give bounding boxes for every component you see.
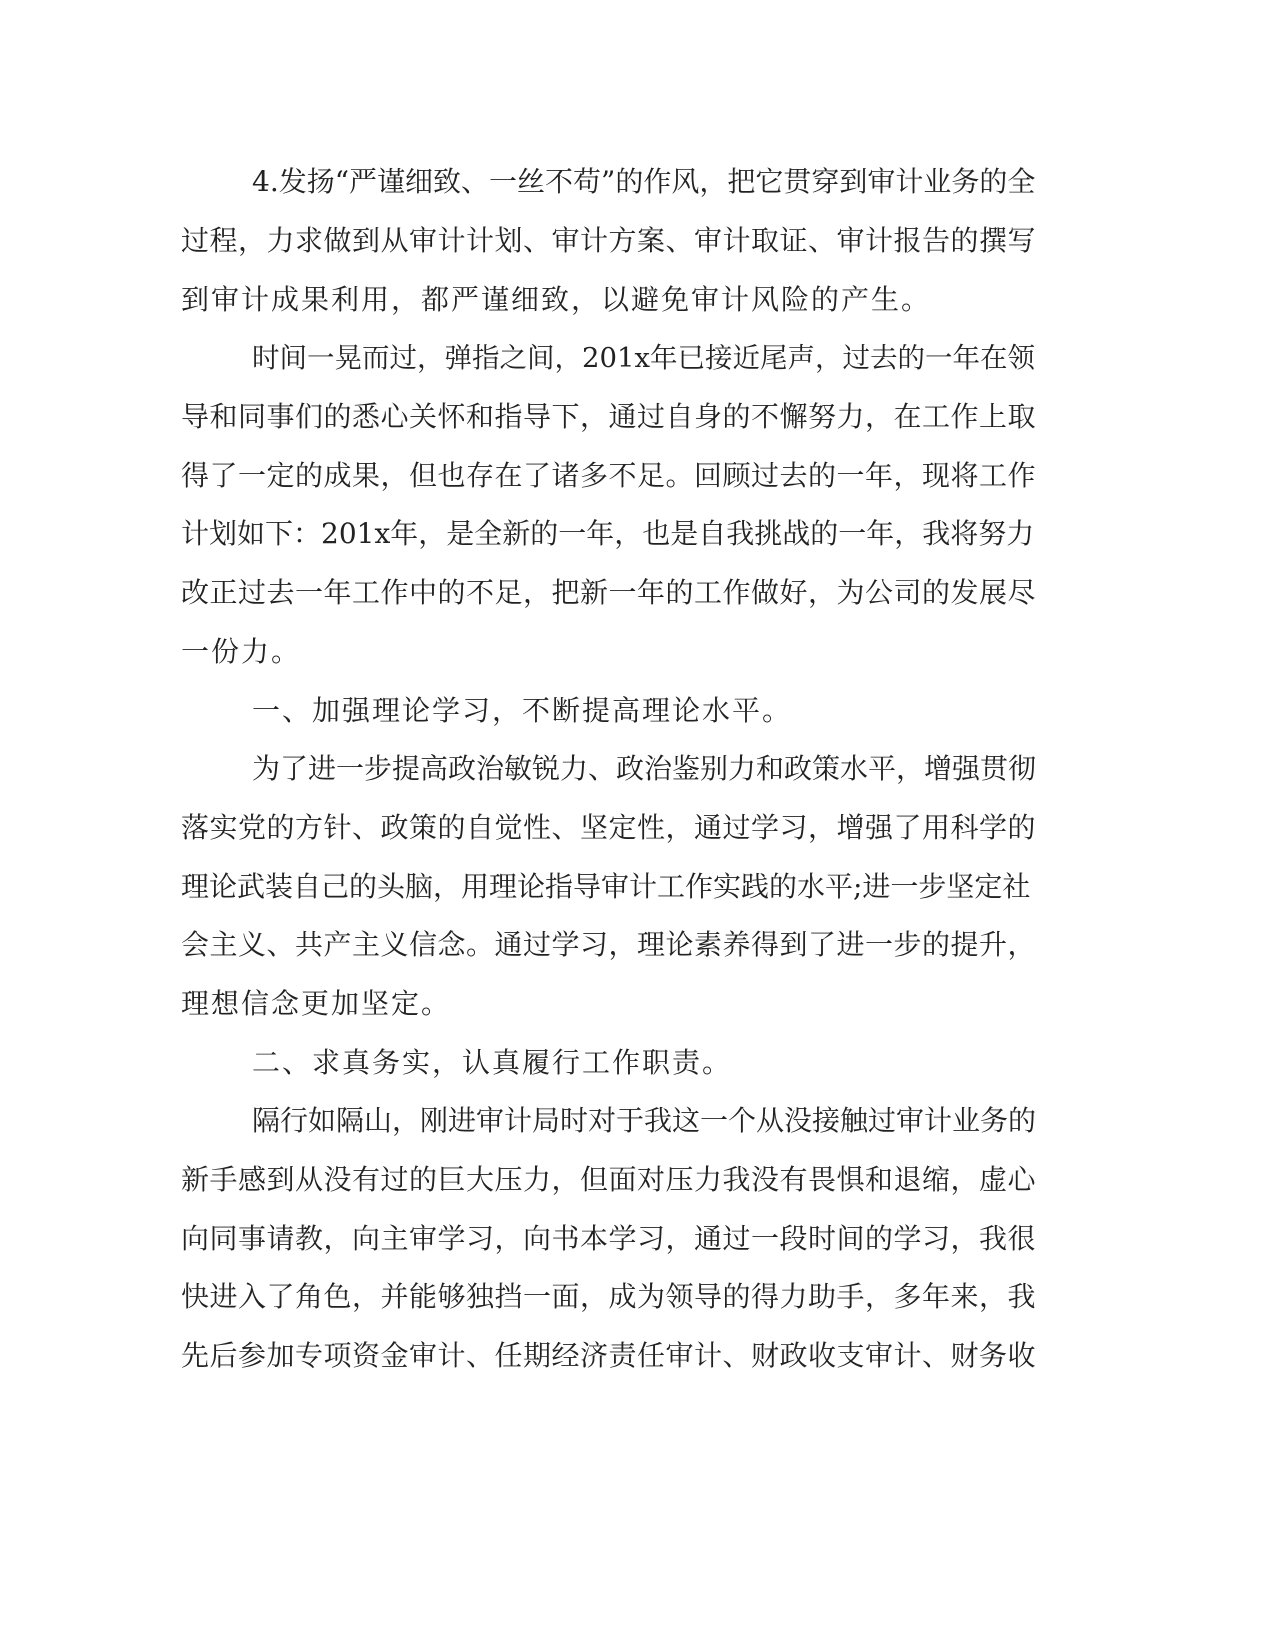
text-line: 理论武装自己的头脑，用理论指导审计工作实践的水平;进一步坚定社 bbox=[181, 870, 1031, 903]
text-line: 向同事请教，向主审学习，向书本学习，通过一段时间的学习，我很 bbox=[181, 1222, 1037, 1255]
text-line: 快进入了角色，并能够独挡一面，成为领导的得力助手，多年来，我 bbox=[181, 1280, 1037, 1313]
text-line: 落实党的方针、政策的自觉性、坚定性，通过学习，增强了用科学的 bbox=[181, 811, 1037, 844]
text-line: 隔行如隔山，刚进审计局时对于我这一个从没接触过审计业务的 bbox=[252, 1104, 1037, 1137]
text-line: 过程，力求做到从审计计划、审计方案、审计取证、审计报告的撰写 bbox=[181, 224, 1037, 257]
text-line: 到审计成果利用，都严谨细致，以避免审计风险的产生。 bbox=[181, 283, 932, 316]
section-heading: 二、求真务实，认真履行工作职责。 bbox=[252, 1046, 733, 1079]
section-heading: 一、加强理论学习，不断提高理论水平。 bbox=[252, 694, 793, 727]
text-line: 得了一定的成果，但也存在了诸多不足。回顾过去的一年，现将工作 bbox=[181, 459, 1037, 492]
text-line: 计划如下：201x年，是全新的一年，也是自我挑战的一年，我将努力 bbox=[181, 517, 1035, 550]
text-line: 理想信念更加坚定。 bbox=[181, 987, 452, 1020]
text-line: 时间一晃而过，弹指之间，201x年已接近尾声，过去的一年在领 bbox=[252, 342, 1035, 374]
text-line: 先后参加专项资金审计、任期经济责任审计、财政收支审计、财务收 bbox=[181, 1339, 1037, 1372]
text-line: 新手感到从没有过的巨大压力，但面对压力我没有畏惧和退缩，虚心 bbox=[181, 1163, 1037, 1196]
text-line: 改正过去一年工作中的不足，把新一年的工作做好，为公司的发展尽 bbox=[181, 576, 1037, 609]
text-line: 一份力。 bbox=[181, 635, 302, 668]
text-line: 为了进一步提高政治敏锐力、政治鉴别力和政策水平，增强贯彻 bbox=[252, 752, 1037, 785]
text-line: 4.发扬“严谨细致、一丝不苟”的作风，把它贯穿到审计业务的全 bbox=[252, 165, 1036, 198]
text-line: 会主义、共产主义信念。通过学习，理论素养得到了进一步的提升， bbox=[181, 928, 1037, 961]
text-line: 导和同事们的悉心关怀和指导下，通过自身的不懈努力，在工作上取 bbox=[181, 400, 1037, 433]
